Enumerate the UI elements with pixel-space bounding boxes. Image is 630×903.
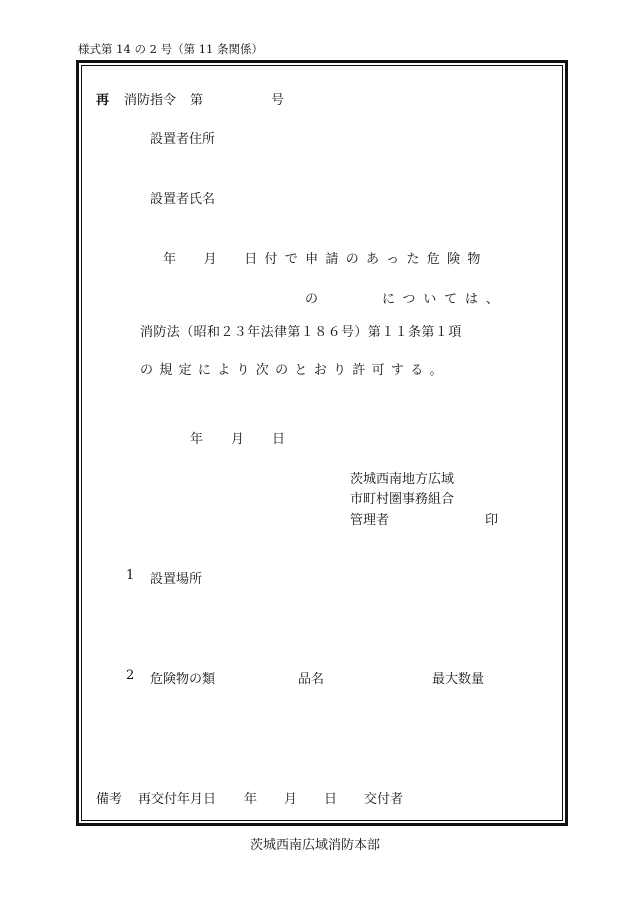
issue-date-year: 年 [190, 432, 204, 447]
form-number: 様式第 14 の 2 号（第 11 条関係） [78, 42, 264, 56]
footer-organization: 茨城西南広域消防本部 [249, 838, 380, 853]
reissue-month: 月 [284, 792, 298, 807]
body-line-1: 年 月 日付で申請のあった危険物 [163, 252, 488, 267]
issue-date-day: 日 [272, 432, 286, 447]
reissue-day: 日 [324, 792, 338, 807]
body-line-2-no: の [305, 292, 319, 307]
remarks-label: 備考 [96, 792, 123, 807]
applicant-name-label: 設置者氏名 [150, 192, 216, 207]
issuer-seal: 印 [485, 513, 499, 528]
item-2-quantity-label: 最大数量 [432, 672, 485, 687]
issuer-title: 管理者 [350, 513, 390, 528]
reissue-year: 年 [244, 792, 258, 807]
number-go: 号 [271, 93, 285, 108]
body-line-2-rest: については、 [382, 292, 507, 307]
issue-date-month: 月 [231, 432, 245, 447]
reissue-issuer-label: 交付者 [364, 792, 404, 807]
body-line-4: の規定により次のとおり許可する。 [140, 363, 449, 378]
issuer-line-2: 市町村圏事務組合 [350, 492, 455, 507]
number-dai: 第 [190, 93, 204, 108]
item-2-number: 2 [126, 668, 135, 683]
item-2-name-label: 品名 [298, 672, 325, 687]
reissue-date-label: 再交付年月日 [138, 792, 217, 807]
applicant-address-label: 設置者住所 [150, 132, 216, 147]
document-frame [76, 60, 568, 826]
document-frame-inner [81, 65, 563, 821]
issuer-line-1: 茨城西南地方広域 [350, 472, 455, 487]
reissue-prefix: 再 [96, 93, 110, 108]
body-line-3: 消防法（昭和２３年法律第１８６号）第１１条第１項 [140, 325, 462, 340]
item-1-number: 1 [126, 568, 135, 583]
item-2-label: 危険物の類 [150, 672, 216, 687]
designation-label: 消防指令 [124, 93, 177, 108]
item-1-label: 設置場所 [150, 572, 203, 587]
